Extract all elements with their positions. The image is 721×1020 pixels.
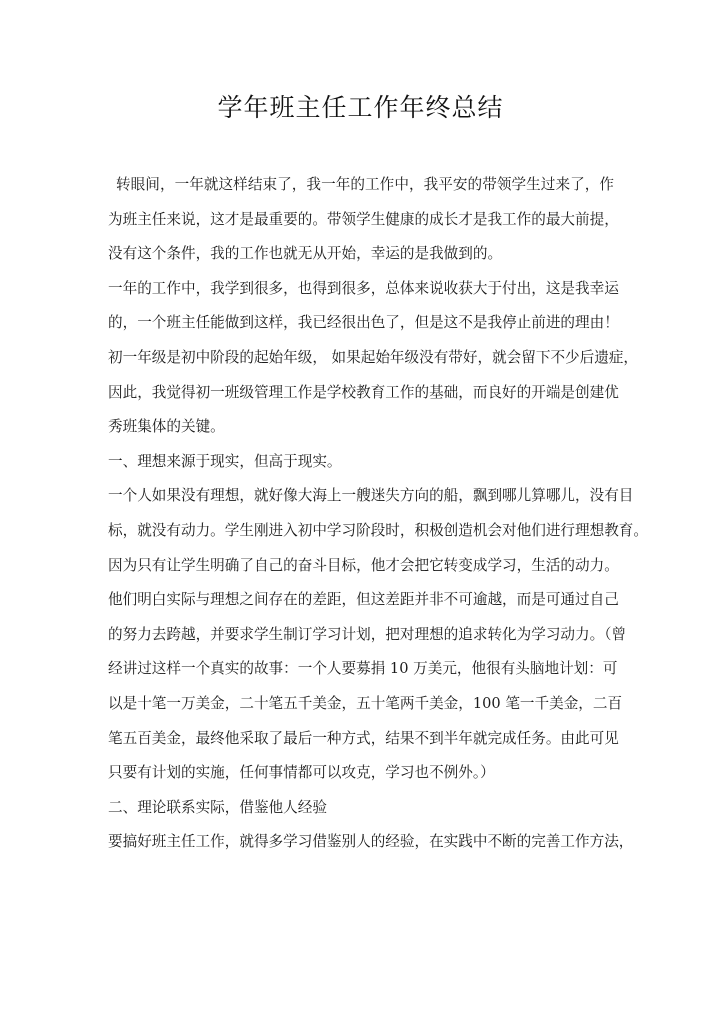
paragraph-line: 他们明白实际与理想之间存在的差距，但这差距并非不可逾越，而是可通过自己: [108, 591, 619, 609]
paragraph-line: 只要有计划的实施，任何事情都可以攻克，学习也不例外。）: [108, 764, 495, 782]
paragraph-line: 一年的工作中，我学到很多，也得到很多，总体来说收获大于付出，这是我幸运: [108, 279, 619, 297]
paragraph-line: 为班主任来说，这才是最重要的。带领学生健康的成长才是我工作的最大前提，: [108, 210, 619, 228]
document-body: [108, 172, 648, 864]
paragraph-line: 因此，我觉得初一班级管理工作是学校教育工作的基础，而良好的开端是创建优: [108, 383, 619, 401]
document-title: 学年班主任工作年终总结: [217, 93, 504, 122]
paragraph-line: 的努力去跨越，并要求学生制订学习计划，把对理想的追求转化为学习动力。（曾: [108, 625, 627, 643]
paragraph-line: 要搞好班主任工作，就得多学习借鉴别人的经验，在实践中不断的完善工作方法，: [108, 833, 634, 851]
paragraph-line: 初一年级是初中阶段的起始年级， 如果起始年级没有带好，就会留下不少后遗症，: [108, 348, 639, 366]
paragraph-line: 没有这个条件，我的工作也就无从开始，幸运的是我做到的。: [108, 245, 503, 263]
paragraph-line: 的，一个班主任能做到这样，我已经很出色了，但是这不是我停止前进的理由！: [108, 314, 619, 332]
paragraph-line: 转眼间，一年就这样结束了，我一年的工作中，我平安的带领学生过来了，作: [116, 176, 614, 193]
paragraph-line: 笔五百美金，最终他采取了最后一种方式，结果不到半年就完成任务。由此可见: [108, 729, 619, 747]
paragraph-line: 标，就没有动力。学生刚进入初中学习阶段时，积极创造机会对他们进行理想教育。: [108, 521, 648, 539]
paragraph-line: 秀班集体的关键。: [108, 418, 225, 436]
section-heading-2: 二、理论联系实际，借鉴他人经验: [108, 798, 327, 816]
paragraph-line: 一个人如果没有理想，就好像大海上一艘迷失方向的船，飘到哪儿算哪儿，没有目: [108, 487, 634, 505]
paragraph-line: 因为只有让学生明确了自己的奋斗目标，他才会把它转变成学习，生活的动力。: [108, 556, 619, 574]
paragraph-line: 以是十笔一万美金，二十笔五千美金，五十笔两千美金，100 笔一千美金，二百: [108, 694, 623, 712]
paragraph-line: 经讲过这样一个真实的故事：一个人要募捐 10 万美元，他很有头脑地计划：可: [108, 660, 618, 678]
section-heading-1: 一、理想来源于现实，但高于现实。: [108, 452, 342, 470]
